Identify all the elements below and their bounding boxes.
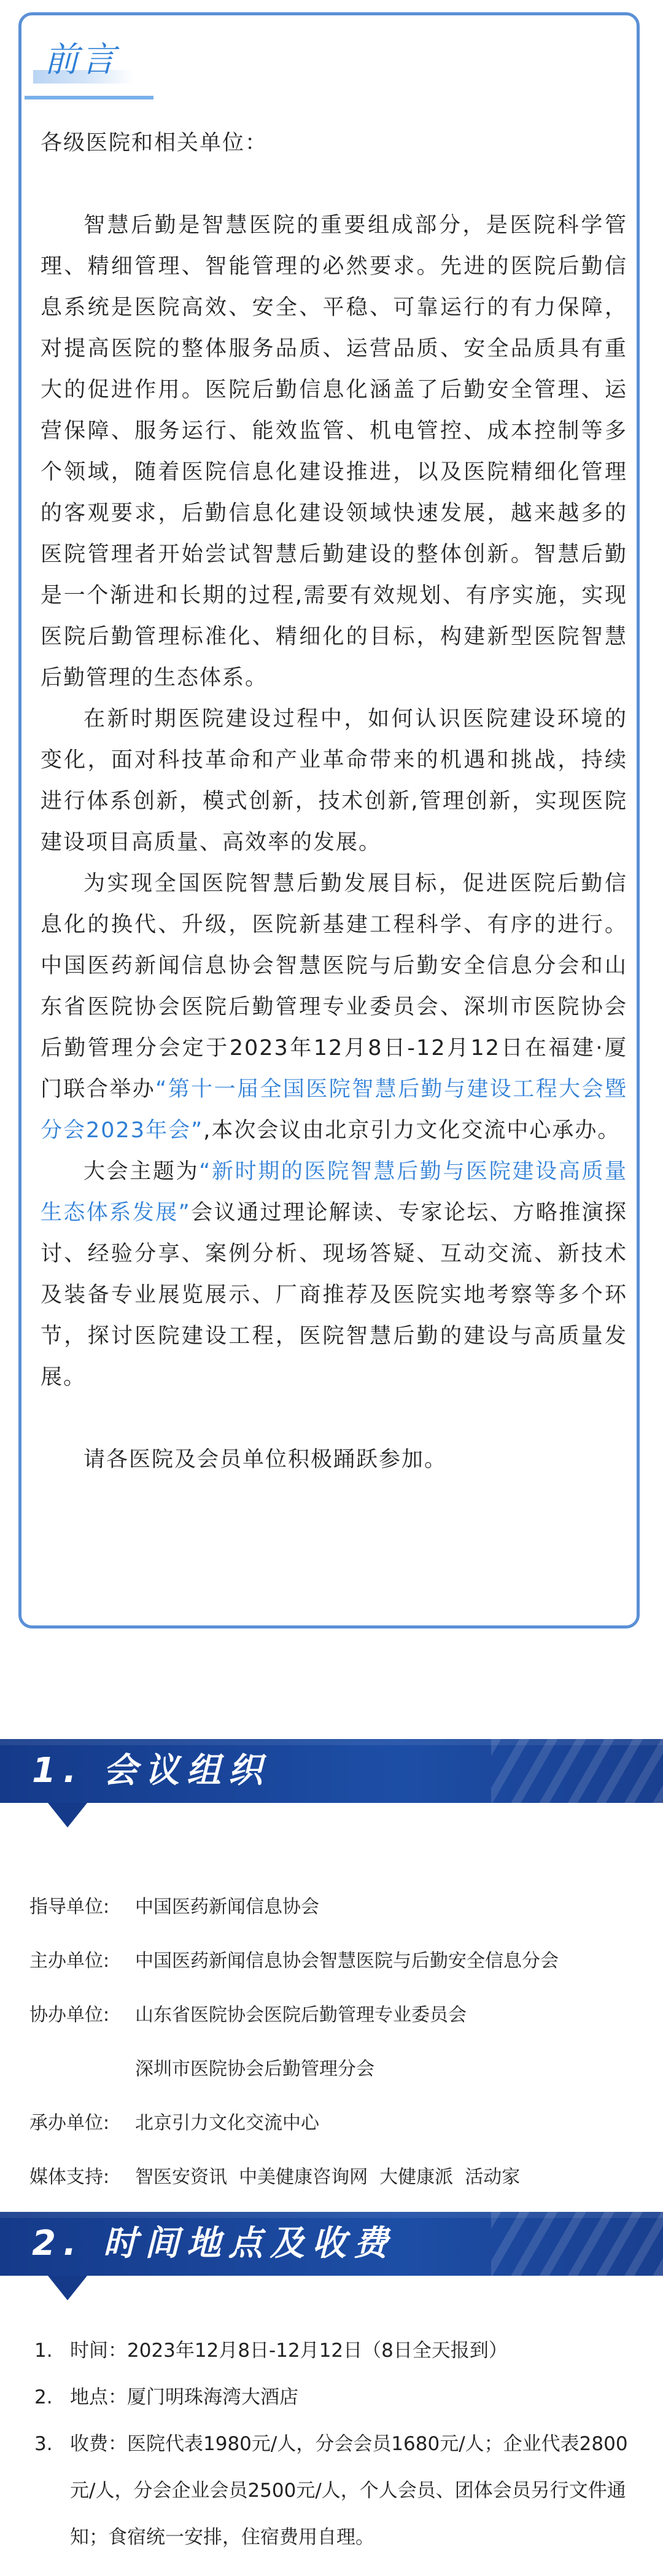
section-1-banner-pointer <box>48 1803 87 1827</box>
banner-decoration <box>491 1739 663 1803</box>
org-value: 山东省医院协会医院后勤管理专业委员会 <box>135 2004 467 2026</box>
section-1-title: 会议组织 <box>103 1751 270 1791</box>
preface-body <box>41 123 627 1481</box>
time-location-fee-list <box>34 2327 636 2561</box>
section-2-heading <box>32 2217 395 2271</box>
org-value: 智医安资讯 中美健康咨询网 大健康派 活动家 <box>135 2166 521 2188</box>
list-item <box>34 2327 636 2374</box>
org-row-co-host-2 <box>29 2053 374 2080</box>
item-number: 3. <box>34 2433 53 2455</box>
org-row-host <box>29 1945 559 1972</box>
section-1-number: 1. <box>32 1751 84 1791</box>
org-row-organizer <box>29 2107 319 2134</box>
item-text: 时间：2023年12月8日-12月12日（8日全天报到） <box>70 2340 508 2362</box>
org-value: 中国医药新闻信息协会 <box>135 1896 319 1918</box>
preface-title: 前言 <box>33 37 134 84</box>
preface-closing: 请各医院及会员单位积极踊跃参加。 <box>83 1447 448 1472</box>
section-1-banner <box>0 1739 663 1803</box>
org-label: 协办单位: <box>29 2004 110 2026</box>
org-value: 北京引力文化交流中心 <box>135 2112 319 2134</box>
conference-theme-highlight: “新时期的医院智慧后勤与医院建设高质量生态体系发展” <box>41 1159 627 1225</box>
list-item <box>34 2374 636 2421</box>
item-text: 收费：医院代表1980元/人，分会会员1680元/人；企业代表2800元/人，分会企业会员2500元/人，个人会员、团体会员另行文件通知；食宿统一安排，住宿费用自理。 <box>70 2433 628 2548</box>
org-row-media <box>29 2162 520 2189</box>
org-label: 主办单位: <box>29 1950 110 1972</box>
preface-paragraph-2: 在新时期医院建设过程中，如何认识医院建设环境的变化，面对科技革命和产业革命带来的机遇和挑战，持续进行体系创新，模式创新，技术创新,管理创新，实现医院建设项目高质量、高效率的发展。 <box>41 707 627 855</box>
org-row-guide <box>29 1891 319 1918</box>
section-2-number: 2. <box>32 2224 84 2263</box>
banner-decoration <box>491 2212 663 2276</box>
preface-paragraph-1: 智慧后勤是智慧医院的重要组成部分，是医院科学管理、精细管理、智能管理的必然要求。先进的医院后勤信息系统是医院高效、安全、平稳、可靠运行的有力保障，对提高医院的整体服务品质、运营品质、安全品质具有重大的促进作用。医院后勤信息化涵盖了后勤安全管理、运营保障、服务运行、能效监管、机电管控、成本控制等多个领域，随着医院信息化建设推进，以及医院精细化管理的客观要求，后勤信息化建设领域快速发展，越来越多的医院管理者开始尝试智慧后勤建设的整体创新。智慧后勤是一个渐进和长期的过程,需要有效规划、有序实施，实现医院后勤管理标准化、精细化的目标，构建新型医院智慧后勤管理的生态体系。 <box>41 213 627 690</box>
section-2-banner <box>0 2212 663 2276</box>
section-2-banner-pointer <box>48 2276 87 2300</box>
org-row-co-host <box>29 1999 467 2026</box>
org-value: 深圳市医院协会后勤管理分会 <box>135 2058 374 2080</box>
org-value: 中国医药新闻信息协会智慧医院与后勤安全信息分会 <box>135 1950 559 1972</box>
spacer <box>41 1398 627 1439</box>
preface-paragraph-3 <box>41 863 627 1151</box>
org-label: 承办单位: <box>29 2112 110 2134</box>
paragraph-4-text-a: 大会主题为 <box>83 1159 200 1184</box>
org-label: 指导单位: <box>29 1896 110 1918</box>
item-number: 1. <box>34 2340 53 2362</box>
list-item <box>34 2421 636 2561</box>
preface-greeting: 各级医院和相关单位： <box>41 131 268 155</box>
paragraph-3-text-b: ,本次会议由北京引力文化交流中心承办。 <box>203 1118 621 1143</box>
conference-name-highlight: “第十一届全国医院智慧后勤与建设工程大会暨分会2023年会” <box>41 1077 627 1143</box>
section-2-title: 时间地点及收费 <box>103 2224 395 2263</box>
item-number: 2. <box>34 2386 53 2408</box>
preface-title-underline <box>25 96 153 99</box>
item-text: 地点：厦门明珠海湾大酒店 <box>70 2386 298 2408</box>
section-1-heading <box>32 1744 270 1798</box>
spacer <box>41 164 627 205</box>
paragraph-4-text-b: 会议通过理论解读、专家论坛、方略推演探讨、经验分享、案例分析、现场答疑、互动交流、新技术及装备专业展览展示、厂商推荐及医院实地考察等多个环节，探讨医院建设工程，医院智慧后勤的建设与高质量发展。 <box>41 1200 627 1390</box>
paragraph-3-text-a: 为实现全国医院智慧后勤发展目标，促进医院后勤信息化的换代、升级，医院新基建工程科学、有序的进行。中国医药新闻信息协会智慧医院与后勤安全信息分会和山东省医院协会医院后勤管理专业委员会、深圳市医院协会后勤管理分会定于2023年12月8日-12月12日在福建·厦门联合举办 <box>41 871 627 1102</box>
preface-paragraph-4 <box>41 1151 627 1398</box>
org-label: 媒体支持: <box>29 2166 110 2188</box>
